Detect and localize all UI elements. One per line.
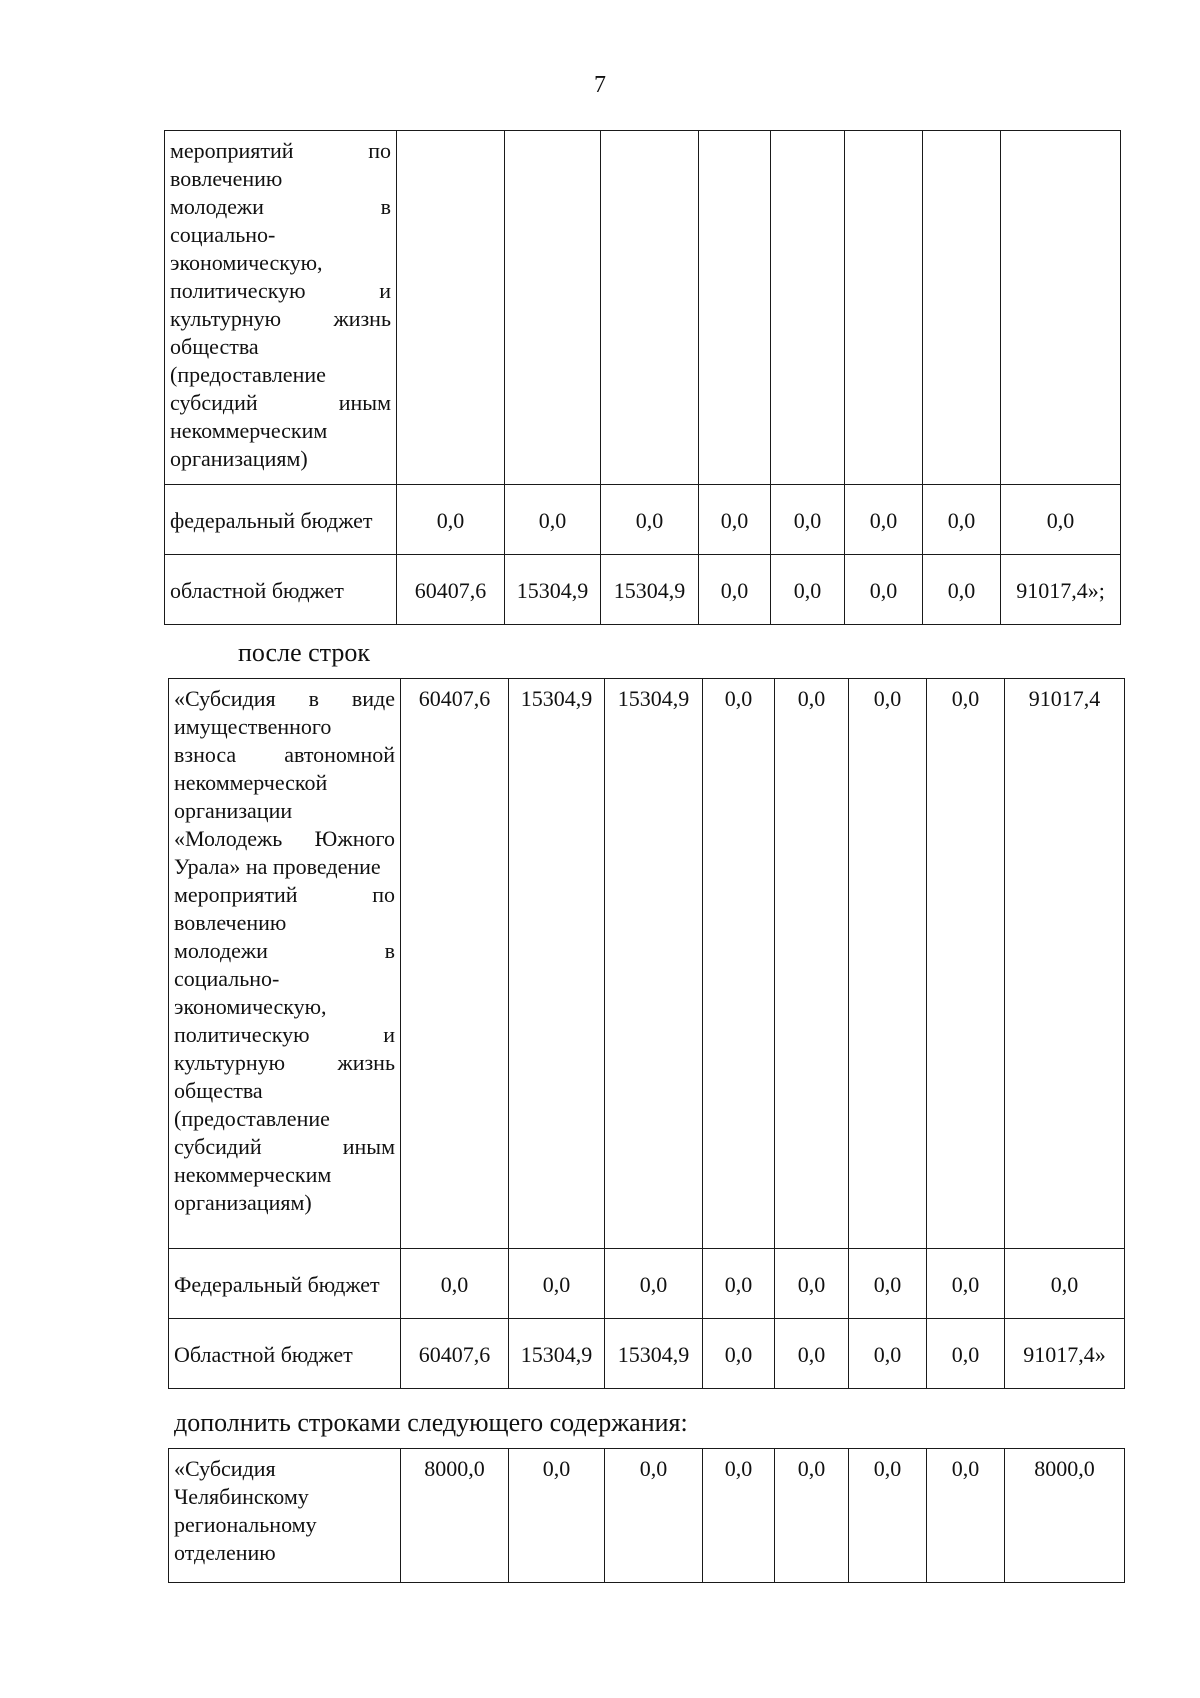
description-word: по bbox=[368, 138, 391, 163]
value-cell: 15304,9 bbox=[509, 679, 605, 1249]
value-cell: 91017,4» bbox=[1005, 1319, 1125, 1389]
description-word: жизнь bbox=[337, 1050, 395, 1075]
description-word: Южного bbox=[314, 826, 395, 851]
value-cell: 0,0 bbox=[605, 1249, 703, 1319]
description-line bbox=[174, 853, 395, 881]
value-cell: 8000,0 bbox=[401, 1449, 509, 1583]
value-cell: 8000,0 bbox=[1005, 1449, 1125, 1583]
budget-table-continuation bbox=[164, 130, 1121, 625]
value-cell: 0,0 bbox=[923, 485, 1001, 555]
table-row-regional-budget bbox=[169, 1319, 1125, 1389]
description-word: культурную bbox=[170, 306, 282, 331]
value-cell: 0,0 bbox=[605, 1449, 703, 1583]
value-cell: 0,0 bbox=[849, 1449, 927, 1583]
description-line bbox=[174, 965, 395, 993]
description-line bbox=[174, 1483, 396, 1511]
value-cell: 0,0 bbox=[703, 1319, 775, 1389]
description-line bbox=[174, 741, 395, 769]
description-line bbox=[174, 797, 395, 825]
description-line bbox=[170, 333, 391, 361]
description-line bbox=[174, 1511, 396, 1539]
description-line bbox=[174, 769, 395, 797]
value-cell: 91017,4 bbox=[1005, 679, 1125, 1249]
value-cell: 0,0 bbox=[699, 555, 771, 625]
budget-label-cell: Федеральный бюджет bbox=[169, 1249, 401, 1319]
value-cell: 0,0 bbox=[849, 1319, 927, 1389]
description-word: экономическую, bbox=[170, 250, 323, 275]
value-cell: 0,0 bbox=[845, 555, 923, 625]
value-cell: 60407,6 bbox=[397, 555, 505, 625]
page-number: 7 bbox=[594, 72, 606, 98]
description-word: организации bbox=[174, 798, 293, 823]
value-cell: 0,0 bbox=[703, 1249, 775, 1319]
description-word: мероприятий bbox=[170, 138, 294, 163]
description-line bbox=[174, 1077, 395, 1105]
description-line bbox=[174, 1539, 396, 1567]
description-line bbox=[174, 1161, 395, 1189]
description-word: отделению bbox=[174, 1540, 276, 1565]
value-cell: 0,0 bbox=[509, 1449, 605, 1583]
description-line bbox=[174, 1021, 395, 1049]
description-line bbox=[170, 221, 391, 249]
table-row-federal-budget bbox=[169, 1249, 1125, 1319]
value-cell: 0,0 bbox=[923, 555, 1001, 625]
description-line bbox=[174, 713, 395, 741]
description-word: организациям) bbox=[174, 1190, 312, 1215]
new-subsidy-description-cell bbox=[169, 1449, 401, 1583]
value-cell: 0,0 bbox=[703, 1449, 775, 1583]
description-word: молодежи bbox=[170, 194, 264, 219]
value-cell: 0,0 bbox=[775, 679, 849, 1249]
description-word: в bbox=[384, 938, 395, 963]
table-row-subsidy bbox=[169, 679, 1125, 1249]
description-line bbox=[174, 685, 395, 713]
description-line bbox=[170, 361, 391, 389]
value-cell: 15304,9 bbox=[605, 679, 703, 1249]
description-line bbox=[170, 137, 391, 165]
section-heading-supplement: дополнить строками следующего содержания: bbox=[174, 1408, 688, 1437]
description-word: социально- bbox=[174, 966, 280, 991]
description-line bbox=[174, 937, 395, 965]
description-line bbox=[170, 193, 391, 221]
description-line bbox=[170, 445, 391, 473]
value-cell: 0,0 bbox=[771, 555, 845, 625]
description-line bbox=[174, 1189, 395, 1217]
description-word: в bbox=[308, 686, 319, 711]
description-word: и bbox=[379, 278, 391, 303]
budget-label-cell: Областной бюджет bbox=[169, 1319, 401, 1389]
description-word: жизнь bbox=[333, 306, 391, 331]
description-word: региональному bbox=[174, 1512, 317, 1537]
description-word: субсидий bbox=[170, 390, 258, 415]
table-row-new-subsidy bbox=[169, 1449, 1125, 1583]
description-word: некоммерческим bbox=[170, 418, 328, 443]
description-word: молодежи bbox=[174, 938, 268, 963]
description-line bbox=[170, 165, 391, 193]
description-word: «Молодежь bbox=[174, 826, 283, 851]
value-cell: 91017,4»; bbox=[1001, 555, 1121, 625]
description-word: организациям) bbox=[170, 446, 308, 471]
description-word: в bbox=[380, 194, 391, 219]
description-word: Урала» на проведение bbox=[174, 854, 381, 879]
description-line bbox=[174, 1105, 395, 1133]
value-cell: 0,0 bbox=[397, 485, 505, 555]
value-cell: 0,0 bbox=[927, 1249, 1005, 1319]
description-line bbox=[174, 1455, 396, 1483]
description-word: вовлечению bbox=[170, 166, 283, 191]
table-row-description bbox=[165, 131, 1121, 485]
description-word: политическую bbox=[174, 1022, 310, 1047]
value-cell: 0,0 bbox=[849, 679, 927, 1249]
description-word: взноса bbox=[174, 742, 237, 767]
budget-label-cell: областной бюджет bbox=[165, 555, 397, 625]
value-cell: 0,0 bbox=[927, 679, 1005, 1249]
value-cell: 0,0 bbox=[601, 485, 699, 555]
description-line bbox=[170, 389, 391, 417]
value-cell: 0,0 bbox=[927, 1449, 1005, 1583]
table-row-regional-budget bbox=[165, 555, 1121, 625]
description-word: виде bbox=[351, 686, 396, 711]
description-line bbox=[174, 825, 395, 853]
description-line bbox=[174, 1133, 395, 1161]
description-word: по bbox=[372, 882, 395, 907]
description-word: автономной bbox=[284, 742, 395, 767]
description-word: политическую bbox=[170, 278, 306, 303]
description-word: имущественного bbox=[174, 714, 332, 739]
value-cell: 0,0 bbox=[1005, 1249, 1125, 1319]
description-line bbox=[170, 249, 391, 277]
description-word: «Субсидия bbox=[174, 686, 276, 711]
description-word: некоммерческим bbox=[174, 1162, 332, 1187]
description-word: мероприятий bbox=[174, 882, 298, 907]
value-cell: 0,0 bbox=[771, 485, 845, 555]
value-cell: 0,0 bbox=[845, 485, 923, 555]
description-word: иным bbox=[342, 1134, 395, 1159]
section-heading-after-rows: после строк bbox=[238, 638, 370, 667]
subsidy-description-cell bbox=[169, 679, 401, 1249]
description-line bbox=[170, 305, 391, 333]
budget-table-new-rows bbox=[168, 1448, 1125, 1583]
value-cell: 15304,9 bbox=[605, 1319, 703, 1389]
value-cell: 0,0 bbox=[1001, 485, 1121, 555]
description-word: общества bbox=[174, 1078, 263, 1103]
table-row-federal-budget bbox=[165, 485, 1121, 555]
description-line bbox=[170, 417, 391, 445]
description-word: иным bbox=[338, 390, 391, 415]
description-word: и bbox=[383, 1022, 395, 1047]
description-word: Челябинскому bbox=[174, 1484, 309, 1509]
description-line bbox=[174, 1049, 395, 1077]
description-word: общества bbox=[170, 334, 259, 359]
value-cell: 0,0 bbox=[775, 1319, 849, 1389]
description-word: «Субсидия bbox=[174, 1456, 276, 1481]
description-word: культурную bbox=[174, 1050, 286, 1075]
description-word: некоммерческой bbox=[174, 770, 328, 795]
description-word: экономическую, bbox=[174, 994, 327, 1019]
value-cell: 0,0 bbox=[775, 1449, 849, 1583]
budget-table-existing-rows bbox=[168, 678, 1125, 1389]
description-line bbox=[174, 881, 395, 909]
value-cell: 0,0 bbox=[703, 679, 775, 1249]
description-word: субсидий bbox=[174, 1134, 262, 1159]
value-cell: 0,0 bbox=[699, 485, 771, 555]
description-word: вовлечению bbox=[174, 910, 287, 935]
description-word: социально- bbox=[170, 222, 276, 247]
description-line bbox=[170, 277, 391, 305]
value-cell: 60407,6 bbox=[401, 1319, 509, 1389]
value-cell: 15304,9 bbox=[505, 555, 601, 625]
description-line bbox=[174, 909, 395, 937]
description-word: (предоставление bbox=[170, 362, 326, 387]
value-cell: 0,0 bbox=[401, 1249, 509, 1319]
value-cell: 0,0 bbox=[927, 1319, 1005, 1389]
description-word: (предоставление bbox=[174, 1106, 330, 1131]
value-cell: 0,0 bbox=[849, 1249, 927, 1319]
value-cell: 0,0 bbox=[775, 1249, 849, 1319]
value-cell: 60407,6 bbox=[401, 679, 509, 1249]
budget-label-cell: федеральный бюджет bbox=[165, 485, 397, 555]
value-cell: 0,0 bbox=[505, 485, 601, 555]
value-cell: 0,0 bbox=[509, 1249, 605, 1319]
event-description-cell bbox=[165, 131, 397, 485]
value-cell: 15304,9 bbox=[509, 1319, 605, 1389]
description-line bbox=[174, 993, 395, 1021]
value-cell: 15304,9 bbox=[601, 555, 699, 625]
